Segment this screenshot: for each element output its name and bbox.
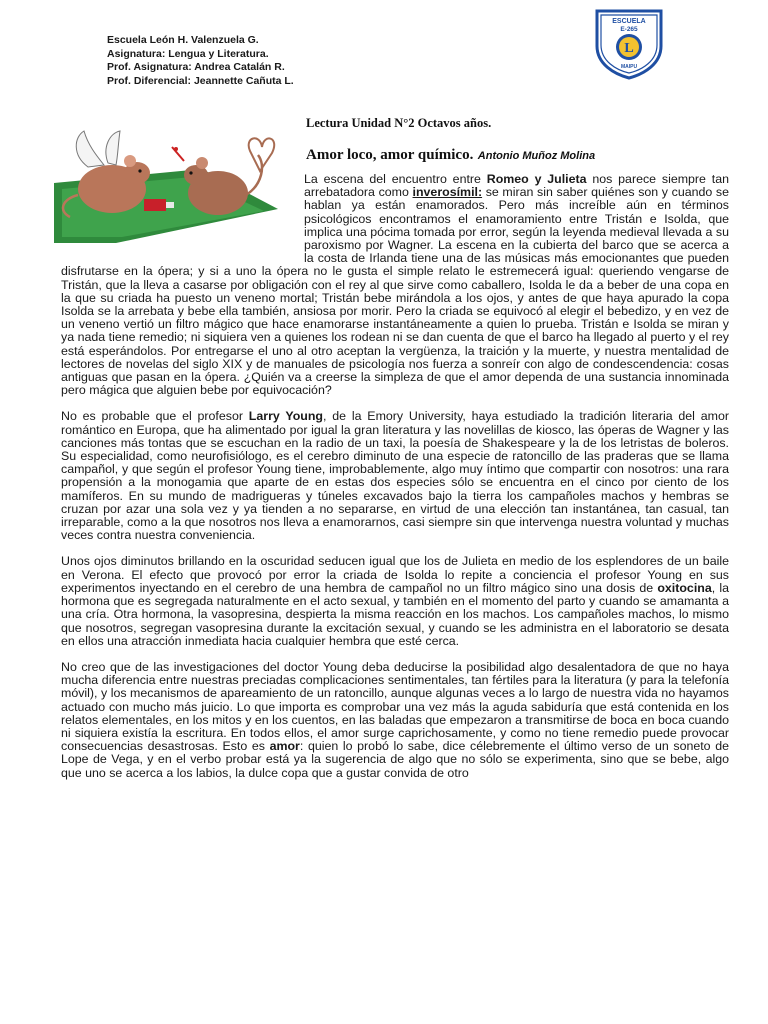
paragraph-1: La escena del encuentro entre Romeo y Julieta nos parece siempre tan arrebatadora como inverosímil: se miran sin saber quiénes son y cuando se hablan ya están enamorados. Pero más increíble aún en términos psicológicos encontramos el enamoramiento entre Tristán e Isolda, que implica una pócima tomada por error, según la leyenda medieval llevada a su paroxismo por Wagner. La escena en la cubierta del barco que se acerca a la costa de Irlanda tiene una de las músicas más emocionantes que pueden disfrutarse en la ópera; y si a uno la ópera no le gusta el simple relato le estremecerá igual: queriendo vengarse de Tristán, que la lleva a casarse por obligación con el rey al que sirve como caballero, Isolda le da a beber de una copa en la que su criada ha puesto un veneno mortal; Tristán bebe mirándola a los ojos, y antes de que haya apurado la copa Isolda se la arrebata y bebe ella también, ansiosa por morir. Pero la criada se equivocó al elegir el bebedizo, y en vez de un veneno vertió un filtro mágico que hace enamorarse instantáneamente a quien lo prueba. Tristán e Isolda se miran y ya nada tiene remedio; ni siquiera ven a quienes los rodean ni se dan cuenta de que el barco ha llegado al puerto y el rey está esperándolos. Por entregarse el uno al otro aceptan la vergüenza, la traición y la muerte, y nuestra mentalidad de lectores de novelas del siglo XIX y de manuales de psicología nos fuerza a sonreír con algo de condescendencia: cosas antiguas que pasan en la ópera. ¿Quién va a creerse la simpleza de que el amor dependa de una sustancia innominada pero mágica que alguien bebe por equivocación? bbox=[61, 172, 730, 398]
subject-line: Asignatura: Lengua y Literatura. bbox=[107, 47, 269, 60]
emphasis-inverosimil: inverosímil: bbox=[412, 185, 483, 200]
teacher-line: Prof. Asignatura: Andrea Catalán R. bbox=[107, 61, 285, 73]
paragraph-4: No creo que de las investigaciones del doctor Young deba deducirse la posibilidad algo desalentadora de que no haya mucha diferencia entre nuestras preciadas complicaciones sentimentales, tan fértiles para la literatura (y para la telefonía móvil), y los mecanismos de apareamiento de un ratoncillo, aunque algunas veces a lo largo de nuestra vida no hayamos actuado con mucho más juicio. Lo que importa es comprobar una vez más la aguda sabiduría que está contenida en los relatos elementales, en los mitos y en los cuentos, en las baladas que empezaron a transmitirse de boca en boca cuando ni siquiera existía la escritura. En todos ellos, el amor surge caprichosamente, y como no tiene remedio puede provocar consecuencias desastrosas. Esto es amor: quien lo probó lo sabe, dice célebremente el último verso de un soneto de Lope de Vega, y en el verbo probar está ya la sugerencia de algo que no sólo se experimenta, sino que se bebe, algo que uno se acerca a los labios, la dulce copa que a gustar convida de otro bbox=[61, 659, 729, 780]
logo-place-text: MAIPU bbox=[620, 64, 638, 70]
article-title: Amor loco, amor químico. bbox=[306, 147, 474, 163]
reading-subtitle: Lectura Unidad N°2 Octavos años. bbox=[306, 116, 492, 130]
article-author: Antonio Muñoz Molina bbox=[477, 150, 596, 162]
article-body bbox=[61, 173, 729, 793]
paragraph-2: No es probable que el profesor Larry Young, de la Emory University, haya estudiado la tradición literaria del amor romántico en Europa, que ha alimentado por igual la gran literatura y las novelillas de kiosco, las óperas de Wagner y las canciones más tontas que se escuchan en la radio de un taxi, la poesía de Shakespeare y la de los letristas de boleros. Su especialidad, como neurofisiólogo, es el cerebro diminuto de una especie de ratoncillo de las praderas que se llama campañol, y que según el profesor Young tiene, improbablemente, algo muy íntimo que compartir con nosotros: una rara propensión a la monogamia que aparte de en estas dos especies sólo se encuentra en el cinco por ciento de los mamíferos. En su mundo de madrigueras y túneles excavados bajo la tierra los campañoles machos y hembras se cruzan por azar una sola vez y ya tienden a no separarse, en virtud de una elección tan instantánea, tan casual, tan irreparable, como a la que nosotros nos lleva a enamorarnos, casi siempre sin que intervenga nuestra voluntad y muchas veces contra nuestra conveniencia. bbox=[61, 409, 729, 543]
emphasis-romeo-julieta: Romeo y Julieta bbox=[486, 172, 587, 186]
emphasis-amor: amor bbox=[269, 739, 300, 754]
emphasis-larry-young: Larry Young bbox=[248, 409, 323, 424]
school-name: Escuela León H. Valenzuela G. bbox=[107, 34, 259, 46]
article-title-line bbox=[306, 146, 595, 164]
paragraph-3: Unos ojos diminutos brillando en la oscuridad seducen igual que los de Julieta en medio de los esplendores de un baile en Verona. El efecto que provocó por error la criada de Isolda lo repite a conciencia el profesor Young en sus experimentos inyectando en el cerebro de una hembra de campañol no un filtro mágico sino una dosis de oxitocina, la hormona que es segregada naturalmente en el acto sexual, y también en el momento del parto y cuando se amamanta a una cría. Otra hormona, la vasopresina, despierta la misma reacción en los machos. Los campañoles machos, lo mismo que nosotros, segregan vasopresina durante la excitación sexual, y cuando se les administra en el laboratorio se desata en ellos una atracción inmediata hacia cualquier hembra que esté cerca. bbox=[61, 554, 730, 648]
differential-teacher-line: Prof. Diferencial: Jeannette Cañuta L. bbox=[107, 74, 294, 87]
school-logo bbox=[594, 8, 664, 80]
illustration-wrap-space bbox=[61, 173, 304, 253]
svg-text:L: L bbox=[624, 41, 634, 56]
angel-wings-icon bbox=[76, 131, 120, 167]
emphasis-oxitocina: oxitocina bbox=[657, 580, 712, 595]
cupid-arrow-icon bbox=[172, 147, 184, 161]
logo-top-text: ESCUELA bbox=[612, 18, 646, 25]
school-header bbox=[107, 34, 294, 88]
logo-code-text: E-265 bbox=[620, 26, 638, 33]
